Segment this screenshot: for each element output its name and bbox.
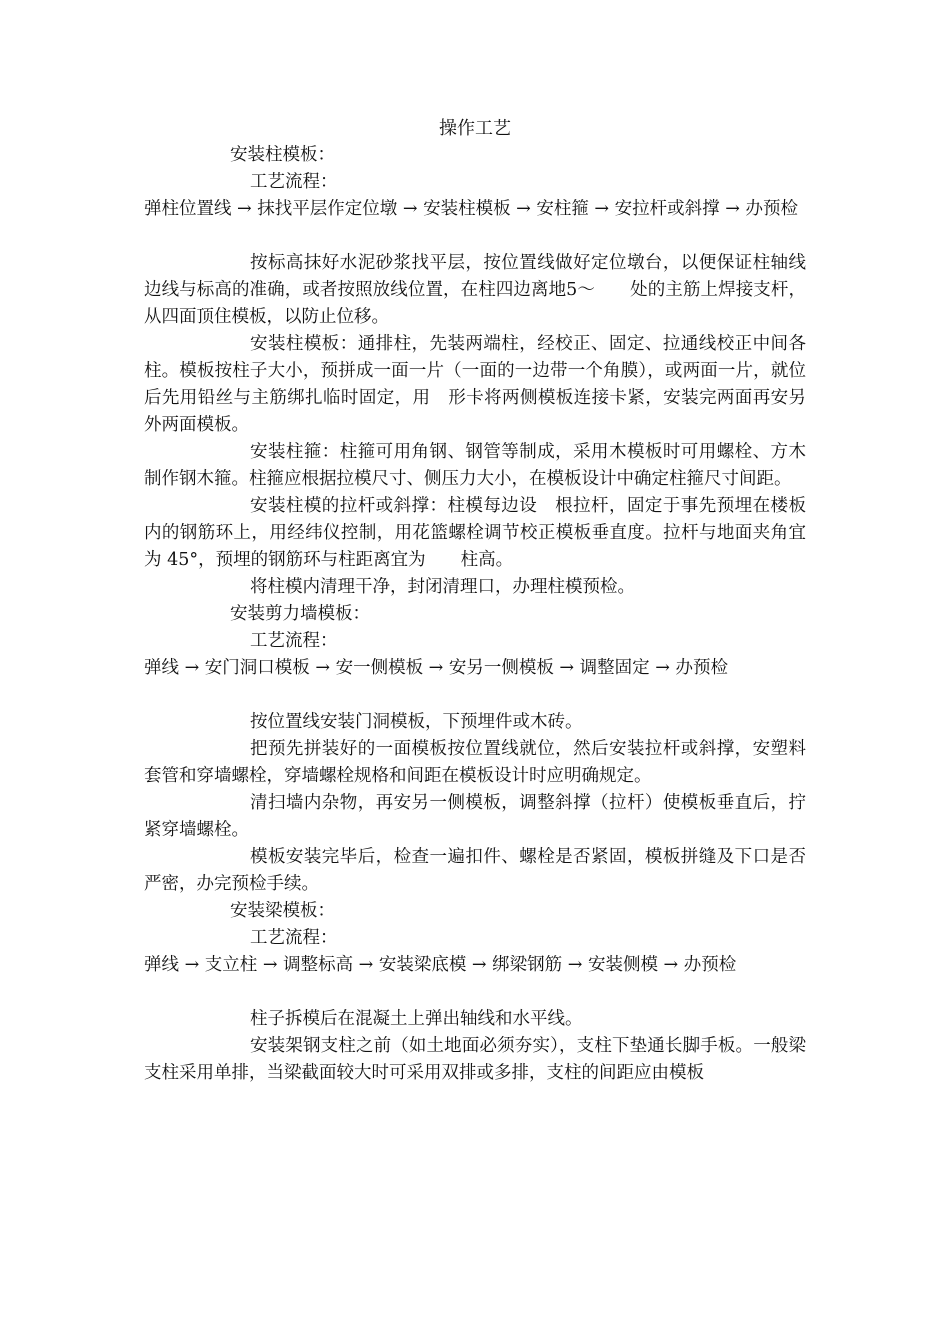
section-heading-beam: 安装梁模板： — [230, 901, 335, 921]
page-title: 操作工艺 — [439, 118, 511, 139]
section-heading-wall: 安装剪力墙模板： — [230, 604, 370, 624]
section-heading-column: 安装柱模板： — [230, 145, 335, 165]
flow-steps-beam: 弹线 → 支立柱 → 调整标高 → 安装梁底模 → 绑梁钢筋 → 安装侧模 → 办预检 — [144, 955, 737, 975]
flow-label-column: 工艺流程： — [250, 172, 338, 192]
paragraph: 安装架钢支柱之前（如土地面必须夯实），支柱下垫通长脚手板。一般梁支柱采用单排，当梁截面较大时可采用双排或多排，支柱的间距应由模板 — [144, 1036, 806, 1083]
flow-label-wall: 工艺流程： — [250, 631, 338, 651]
paragraph: 清扫墙内杂物，再安另一侧模板，调整斜撑（拉杆）使模板垂直后，拧紧穿墙螺栓。 — [144, 793, 806, 840]
flow-label-beam: 工艺流程： — [250, 928, 338, 948]
document-body — [144, 142, 806, 1087]
spacer — [144, 979, 806, 1006]
paragraph: 柱子拆模后在混凝土上弹出轴线和水平线。 — [250, 1009, 583, 1029]
spacer — [144, 682, 806, 709]
paragraph: 按标高抹好水泥砂浆找平层，按位置线做好定位墩台，以便保证柱轴线边线与标高的准确，或者按照放线位置，在柱四边离地5～ 处的主筋上焊接支杆，从四面顶住模板，以防止位移。 — [144, 253, 806, 327]
paragraph: 安装柱模板：通排柱，先装两端柱，经校正、固定、拉通线校正中间各柱。模板按柱子大小，预拼成一面一片（一面的一边带一个角膜），或两面一片，就位后先用铅丝与主筋绑扎临时固定，用 形卡将两侧模板连接卡紧，安装完两面再安另外两面模板。 — [144, 334, 806, 435]
paragraph: 模板安装完毕后，检查一遍扣件、螺栓是否紧固，模板拼缝及下口是否严密，办完预检手续。 — [144, 847, 806, 894]
paragraph: 安装柱模的拉杆或斜撑：柱模每边设 根拉杆，固定于事先预埋在楼板内的钢筋环上，用经纬仪控制，用花篮螺栓调节校正模板垂直度。拉杆与地面夹角宜为 45°，预埋的钢筋环与柱距离宜为 柱高。 — [144, 496, 806, 570]
paragraph: 按位置线安装门洞模板，下预埋件或木砖。 — [250, 712, 583, 732]
flow-steps-wall: 弹线 → 安门洞口模板 → 安一侧模板 → 安另一侧模板 → 调整固定 → 办预检 — [144, 658, 728, 678]
flow-steps-column: 弹柱位置线 → 抹找平层作定位墩 → 安装柱模板 → 安柱箍 → 安拉杆或斜撑 → 办预检 — [144, 199, 798, 219]
paragraph: 把预先拼装好的一面模板按位置线就位，然后安装拉杆或斜撑，安塑料套管和穿墙螺栓，穿墙螺栓规格和间距在模板设计时应明确规定。 — [144, 739, 806, 786]
paragraph: 将柱模内清理干净，封闭清理口，办理柱模预检。 — [250, 577, 635, 597]
paragraph: 安装柱箍：柱箍可用角钢、钢管等制成，采用木模板时可用螺栓、方木制作钢木箍。柱箍应根据拉模尺寸、侧压力大小，在模板设计中确定柱箍尺寸间距。 — [144, 442, 806, 489]
spacer — [144, 223, 806, 250]
